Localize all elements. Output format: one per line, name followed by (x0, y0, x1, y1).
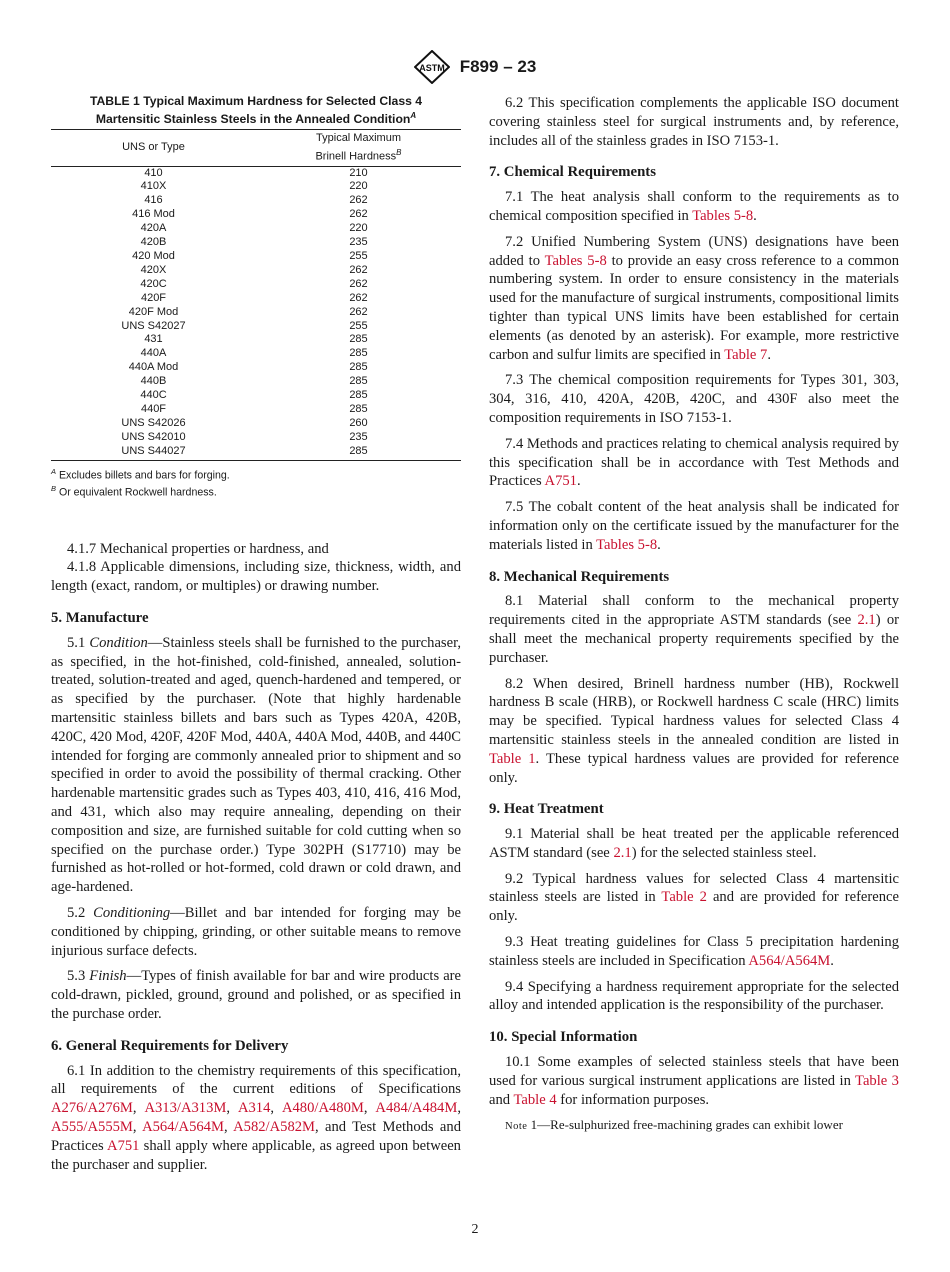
para-6-2: 6.2 This specification complements the applicable ISO document covering stainless steel for surgical instruments and, by reference, includes all of the stainless grades in ISO 7153-1. (489, 95, 899, 149)
cell-hardness: 285 (349, 333, 368, 346)
cell-uns-type: UNS S44027 (51, 445, 256, 460)
cell-hardness: 262 (349, 305, 368, 318)
table-row (51, 389, 461, 403)
footnote-b: $^B$ Or equivalent Rockwell hardness. (51, 484, 217, 499)
cell-uns-type: 440F (140, 402, 167, 415)
para-10-1: 10.1 Some examples of selected stainless steels that have been used for various surgical instrument applications are listed in Table 3 and Table 4 for information purposes. (489, 1054, 899, 1108)
para-7-4: 7.4 Methods and practices relating to chemical analysis required by this specification shall be in accordance with Test Methods and Practices A751. (489, 435, 899, 490)
link-a484[interactable]: A484/A484M (375, 1100, 458, 1117)
cell-hardness: 235 (349, 236, 368, 249)
cell-uns-type: 431 (144, 333, 163, 346)
cell-hardness: 285 (349, 402, 368, 415)
table-row (51, 208, 461, 222)
col-header-hardness: Typical Maximum Brinell Hardness$^B$ (256, 130, 461, 166)
cell-hardness: 262 (349, 277, 368, 290)
para-7-3: 7.3 The chemical composition requirements for Types 301, 303, 304, 316, 410, 420A, 420B, 420C, and 430F also meet the composition requirements in ISO 7153-1. (489, 372, 899, 426)
cell-uns-type: 420B (140, 236, 167, 249)
cell-hardness: 285 (349, 375, 368, 388)
para-5-1: 5.1 Condition—Stainless steels shall be furnished to the purchaser, as specified, in the hot-finished, cold-finished, annealed, solution-treated, solution-treated and aged, quench-hardened and tempered, or as specified by the purchaser. (Note that highly hardenable martensitic stainless billets and bars such as Types 420A, 420B, 420C, 420 Mod, 420F, 420F Mod, 440A, 440A Mod, 440B, and 440C intended for forging are commonly annealed prior to shipment and so specified in order to avoid the possibility of thermal cracking. Other hardenable martensitic grades such as Types 403, 410, 416, 416 Mod, and 431, which also may require annealing, depending on their composition and size, are furnished suitable for cold cutting when so specified on the purchase order.) Type 302PH (S17710) may be furnished as hot-rolled or hot-formed, cold drawn or cold drawn, and age-hardened. (51, 634, 461, 896)
link-table-4[interactable]: Table 4 (513, 1091, 557, 1108)
cell-hardness: 255 (349, 249, 368, 262)
cell-hardness: 235 (349, 430, 368, 443)
link-tables-5-8[interactable]: Tables 5-8 (692, 207, 754, 224)
section-6-heading: 6. General Requirements for Delivery (51, 1037, 289, 1054)
cell-uns-type: 420F Mod (128, 305, 179, 318)
cell-uns-type: UNS S42010 (121, 430, 186, 443)
link-table-1[interactable]: Table 1 (489, 750, 536, 767)
table-row (51, 417, 461, 431)
link-2-1[interactable]: 2.1 (857, 612, 876, 629)
right-column (489, 94, 899, 1137)
cell-hardness: 210 (349, 166, 368, 179)
table-row (51, 320, 461, 334)
table1-title: TABLE 1 Typical Maximum Hardness for Selected Class 4 Martensitic Stainless Steels in the Annealed Condition$^A$ (89, 94, 423, 126)
cell-hardness: 285 (349, 347, 368, 360)
link-a276[interactable]: A276/A276M (51, 1100, 133, 1117)
link-a564[interactable]: A564/A564M (748, 952, 831, 969)
left-column (51, 94, 461, 1181)
cell-uns-type: 420F (140, 291, 167, 304)
page-number: 2 (471, 1222, 479, 1237)
section-8-heading: 8. Mechanical Requirements (489, 568, 670, 585)
para-7-5: 7.5 The cobalt content of the heat analysis shall be indicated for information only on the certificate issued by the manufacturer for the materials listed in Tables 5-8. (489, 499, 899, 553)
cell-uns-type: 420A (140, 222, 167, 235)
link-a751[interactable]: A751 (544, 473, 577, 490)
table-row (51, 250, 461, 264)
link-a582[interactable]: A582/A582M (233, 1118, 316, 1135)
cell-hardness: 262 (349, 291, 368, 304)
cell-hardness: 255 (349, 319, 368, 332)
cell-hardness: 262 (349, 194, 368, 207)
section-5-heading: 5. Manufacture (51, 610, 149, 627)
table-row (51, 403, 461, 417)
table-row (51, 236, 461, 250)
table-row (51, 222, 461, 236)
para-4-1-7: 4.1.7 Mechanical properties or hardness, and (67, 540, 329, 557)
link-a480[interactable]: A480/A480M (281, 1100, 364, 1117)
cell-uns-type: 440C (140, 389, 167, 402)
link-tables-5-8[interactable]: Tables 5-8 (596, 536, 658, 553)
para-9-4: 9.4 Specifying a hardness requirement appropriate for the selected alloy and intended application is the responsibility of the purchaser. (489, 978, 899, 1014)
para-5-3: 5.3 Finish—Types of finish available for bar and wire products are cold-drawn, pickled, ground, ground and polished, or as specified in the purchase order. (51, 968, 462, 1022)
footnote-a: $^A$ Excludes billets and bars for forging. (51, 466, 230, 482)
link-a555[interactable]: A555/A555M (51, 1118, 133, 1135)
cell-uns-type: 410 (144, 166, 163, 179)
table-row (51, 347, 461, 361)
para-7-2: 7.2 Unified Numbering System (UNS) designations have been added to Tables 5-8 to provide an easy cross reference to a common numbering system. In order to ensure consistency in the materials used for the manufacture of surgical instruments, compositional limits tighter than typical UNS limits have been established for certain elements (as denoted by an asterisk). For example, more restrictive carbon and sulfur limits are specified in Table 7. (489, 233, 899, 363)
cell-uns-type: 420 Mod (132, 249, 175, 262)
hardness-table (51, 129, 461, 461)
cell-uns-type: 440B (140, 375, 167, 388)
note-1: Note 1—Re-sulphurized free-machining grades can exhibit lower (505, 1117, 843, 1133)
table-body (51, 166, 461, 460)
para-6-1: 6.1 In addition to the chemistry requirements of this specification, all requirements of the current editions of Specifications A276/A276M, A313/A313M, A314, A480/A480M, A484/A484M, A555/A555M, A564/A564M, A582/A582M, and Test Methods and Practices A751 shall apply where applicable, as agreed upon between the purchaser and supplier. (51, 1062, 461, 1173)
para-9-1: 9.1 Material shall be heat treated per the applicable referenced ASTM standard (see 2.1) for the selected stainless steel. (489, 826, 899, 861)
cell-uns-type: 410X (140, 180, 167, 193)
col-header-uns: UNS or Type (51, 130, 256, 166)
table-row (51, 180, 461, 194)
section-9-heading: 9. Heat Treatment (489, 801, 604, 818)
link-a564[interactable]: A564/A564M (142, 1118, 224, 1135)
table-row (51, 166, 461, 180)
link-table-7[interactable]: Table 7 (724, 346, 768, 363)
para-9-2: 9.2 Typical hardness values for selected Class 4 martensitic stainless steels are listed in Table 2 and are provided for reference only. (489, 870, 899, 925)
cell-uns-type: UNS S42026 (121, 416, 186, 429)
cell-hardness: 260 (349, 416, 368, 429)
cell-hardness: 285 (349, 361, 368, 374)
para-4-1-8: 4.1.8 Applicable dimensions, including size, thickness, width, and length (exact, random, or multiples) or drawing number. (51, 559, 461, 595)
cell-hardness: 220 (349, 222, 368, 235)
cell-uns-type: 420X (140, 263, 167, 276)
cell-uns-type: UNS S42027 (121, 319, 186, 332)
table-row (51, 361, 461, 375)
cell-uns-type: 420C (140, 277, 167, 290)
table-row (51, 333, 461, 347)
cell-hardness: 220 (349, 180, 368, 193)
link-tables-5-8[interactable]: Tables 5-8 (544, 252, 607, 269)
cell-uns-type: 440A Mod (128, 361, 179, 374)
para-7-1: 7.1 The heat analysis shall conform to the requirements as to chemical composition specified in Tables 5-8. (489, 189, 899, 224)
cell-uns-type: 416 (144, 194, 163, 207)
table-row (51, 264, 461, 278)
svg-text:ASTM: ASTM (418, 63, 445, 73)
table-row (51, 278, 461, 292)
table-row (51, 194, 461, 208)
link-a313[interactable]: A313/A313M (144, 1100, 227, 1117)
astm-logo-icon (414, 50, 450, 84)
cell-uns-type: 440A (140, 347, 167, 360)
table-row (51, 306, 461, 320)
para-8-1: 8.1 Material shall conform to the mechanical property requirements cited in the appropriate ASTM standards (see 2.1) or shall meet the mechanical property requirements specified by the purchaser. (489, 593, 899, 666)
link-2-1[interactable]: 2.1 (613, 844, 632, 861)
cell-hardness: 285 (256, 445, 461, 460)
para-5-2: 5.2 Conditioning—Billet and bar intended for forging may be conditioned by chipping, grinding, or other suitable means to remove injurious surface defects. (51, 904, 462, 959)
table-row (51, 375, 461, 389)
section-10-heading: 10. Special Information (489, 1029, 638, 1046)
link-table-2[interactable]: Table 2 (661, 889, 707, 906)
cell-hardness: 262 (349, 208, 368, 221)
table-row (51, 292, 461, 306)
cell-hardness: 285 (349, 389, 368, 402)
page-header (0, 50, 950, 84)
table-row (51, 445, 461, 460)
table-row (51, 431, 461, 445)
section-7-heading: 7. Chemical Requirements (489, 164, 656, 181)
cell-hardness: 262 (349, 263, 368, 276)
document-id: F899 – 23 (459, 57, 537, 76)
link-a314[interactable]: A314 (237, 1100, 271, 1117)
para-9-3: 9.3 Heat treating guidelines for Class 5 precipitation hardening stainless steels are included in Specification A564/A564M. (489, 934, 899, 969)
link-table-3[interactable]: Table 3 (855, 1072, 899, 1089)
link-a751[interactable]: A751 (107, 1137, 140, 1154)
table-footnotes (51, 465, 461, 500)
cell-uns-type: 416 Mod (132, 208, 175, 221)
para-8-2: 8.2 When desired, Brinell hardness number (HB), Rockwell hardness B scale (HRB), or Rockwell hardness C scale (HRC) limits may be specified. Typical hardness values for selected Class 4 martensitic stainless steels in the annealed condition are listed in Table 1. These typical hardness values are provided for reference only. (489, 675, 899, 786)
